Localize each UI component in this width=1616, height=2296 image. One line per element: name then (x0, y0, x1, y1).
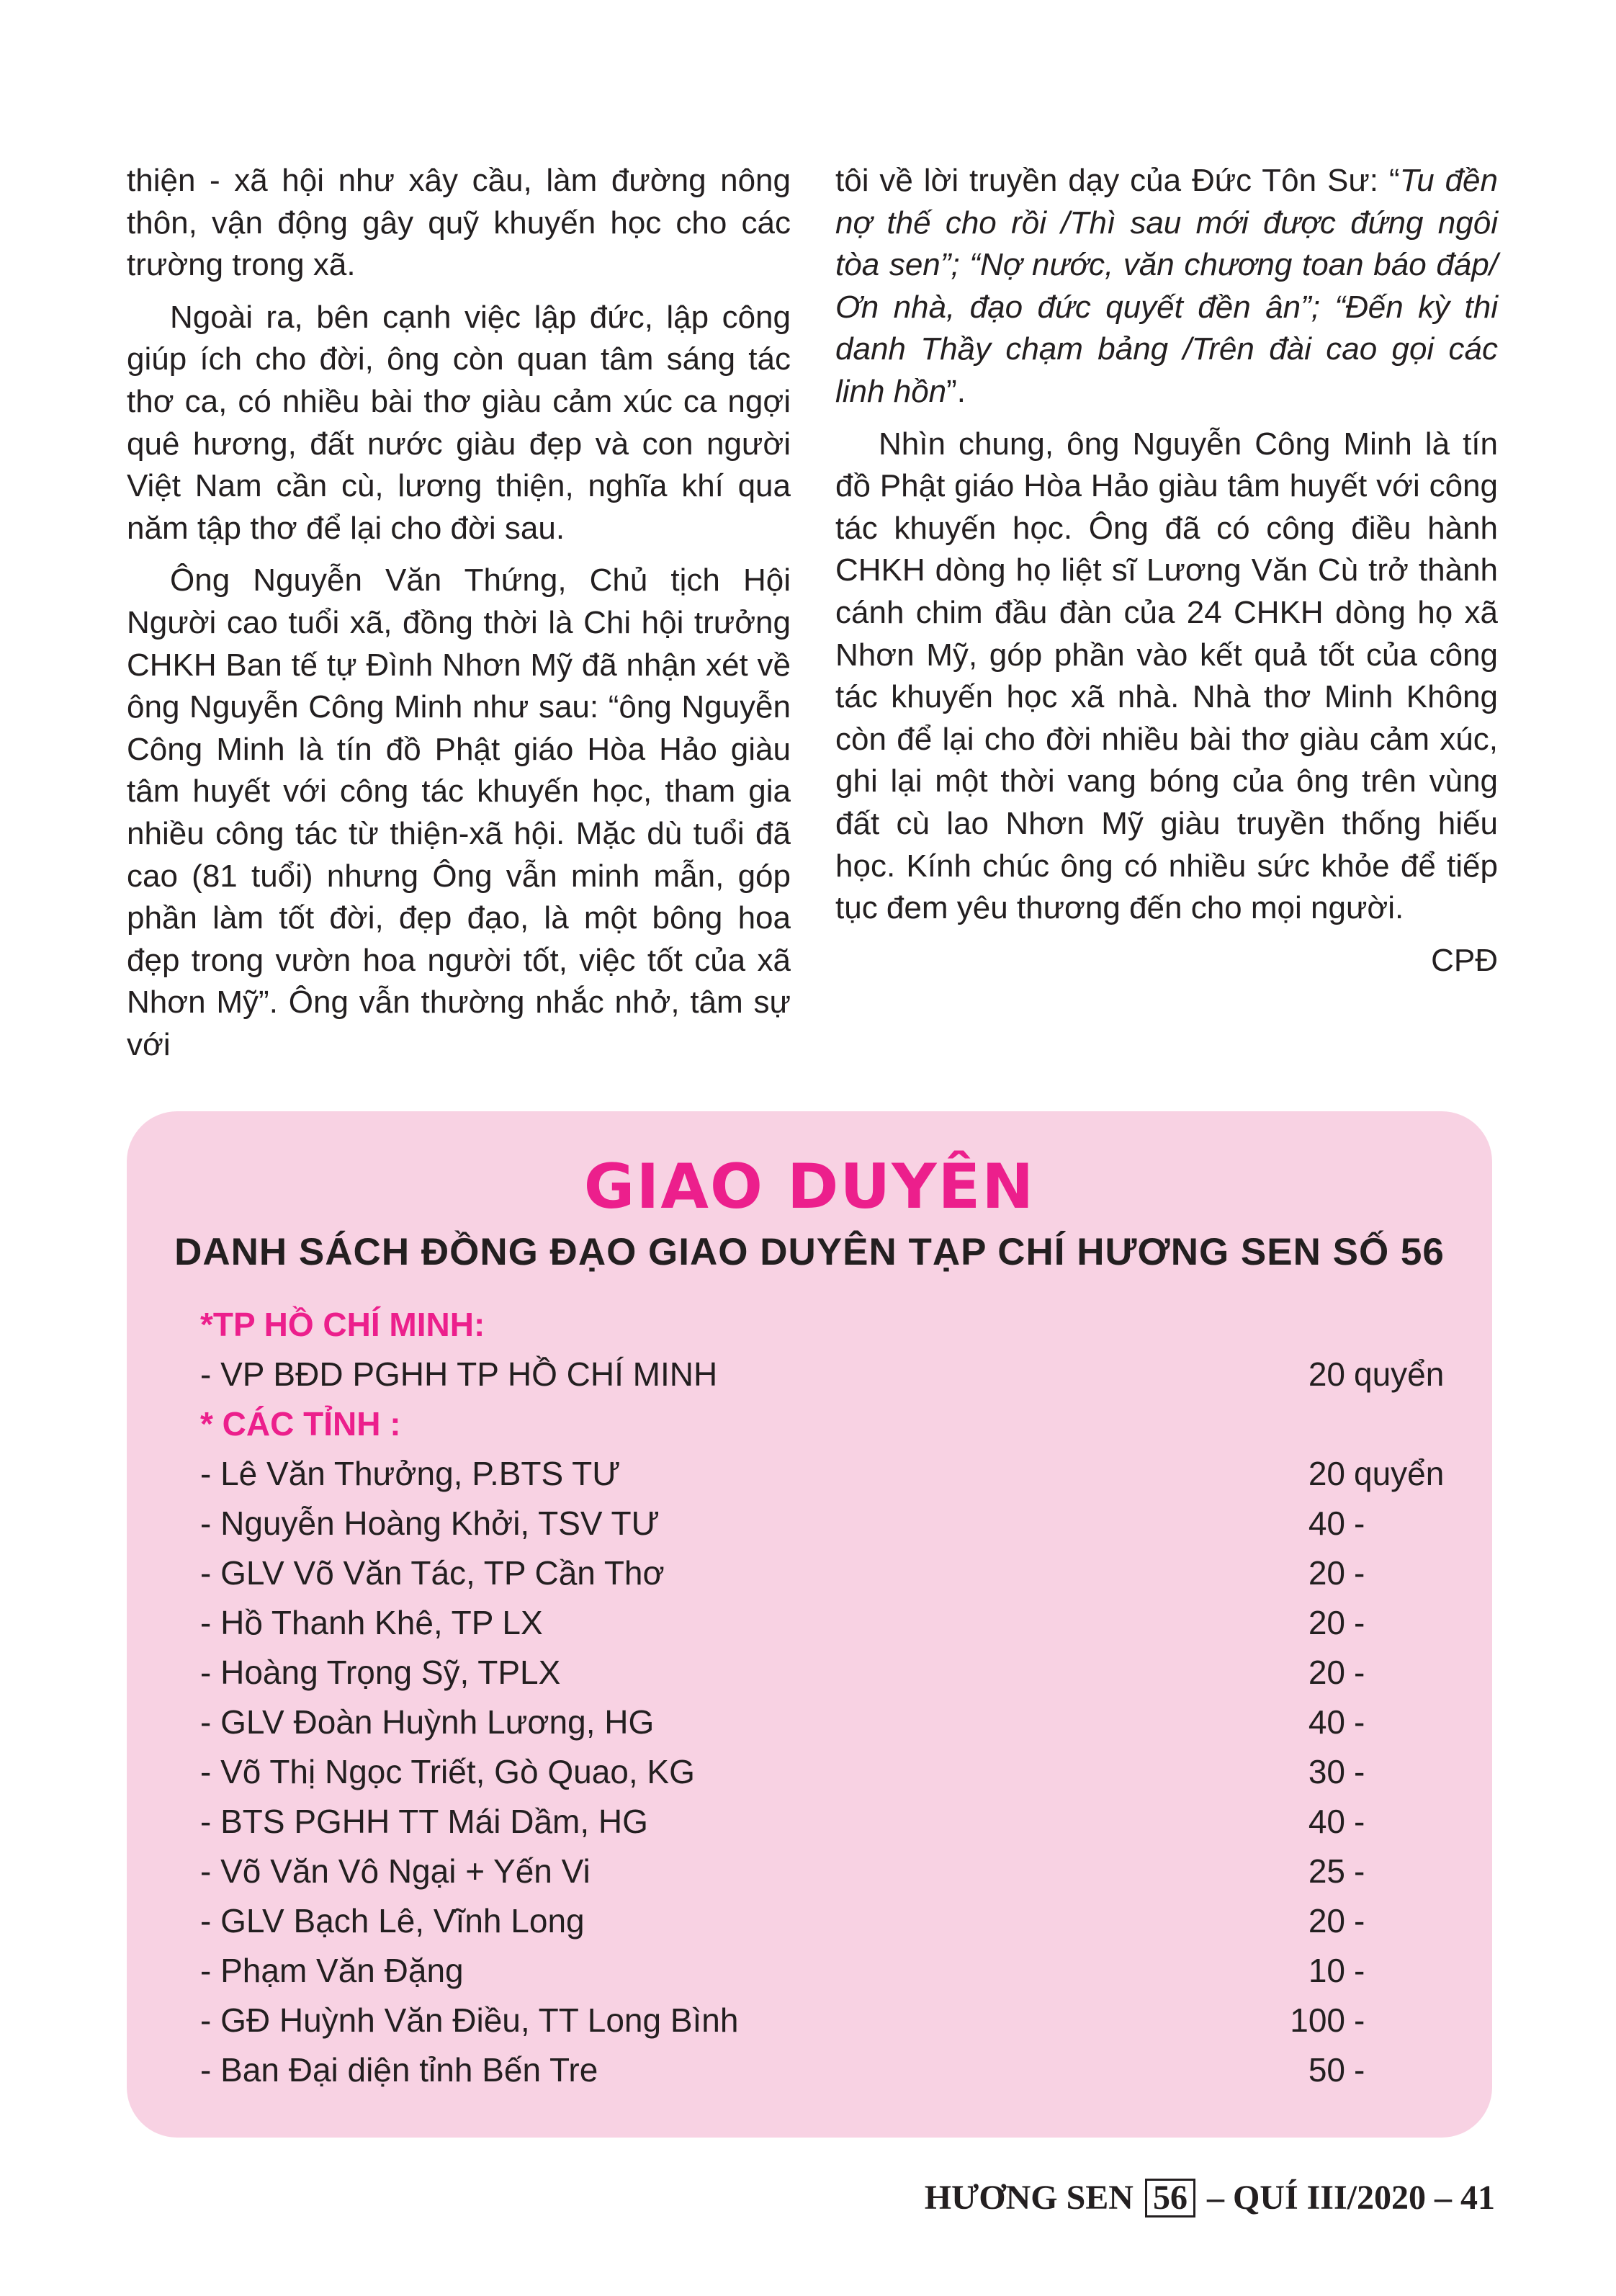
donor-qty: 40 (1308, 1803, 1345, 1840)
donor-unit: - (1354, 1504, 1365, 1542)
list-item (200, 1499, 1424, 1548)
donor-name: - Ban Đại diện tỉnh Bến Tre (200, 2051, 598, 2089)
donor-name: - VP BĐD PGHH TP HỒ CHÍ MINH (200, 1355, 718, 1393)
article-quote-paragraph (835, 160, 1498, 413)
donor-unit: - (1354, 1902, 1365, 1940)
article-paragraph: Ngoài ra, bên cạnh việc lập đức, lập công giúp ích cho đời, ông còn quan tâm sáng tác thơ ca, có nhiều bài thơ giàu cảm xúc ca ngợi quê hương, đất nước giàu đẹp và con người Việt Nam cần cù, lương thiện, nghĩa khí qua năm tập thơ để lại cho đời sau. (127, 299, 791, 546)
donor-qty: 10 (1308, 1952, 1345, 1989)
article-paragraph: Ông Nguyễn Văn Thứng, Chủ tịch Hội Người cao tuổi xã, đồng thời là Chi hội trưởng CHKH Ban tế tự Đình Nhơn Mỹ đã nhận xét về ông Nguyễn Công Minh như sau: “ông Nguyễn Công Minh là tín đồ Phật giáo Hòa Hảo giàu tâm huyết với công tác khuyến học, tham gia nhiều công tác từ thiện-xã hội. Mặc dù tuổi đã cao (81 tuổi) nhưng Ông vẫn minh mẫn, góp phần làm tốt đời, đẹp đạo, là một bông hoa đẹp trong vườn hoa người tốt, việc tốt của xã Nhơn Mỹ”. Ông vẫn thường nhắc nhở, tâm sự với (127, 562, 791, 1062)
article-right-column (835, 160, 1498, 992)
donor-unit: - (1354, 1803, 1365, 1840)
donor-qty: 30 (1308, 1753, 1345, 1790)
list-item (200, 1747, 1424, 1797)
quote-intro: tôi về lời truyền dạy của Đức Tôn Sư: “ (835, 163, 1400, 198)
donor-name: - GLV Đoàn Huỳnh Lương, HG (200, 1703, 655, 1741)
giao-duyen-subtitle: DANH SÁCH ĐỒNG ĐẠO GIAO DUYÊN TẠP CHÍ HƯƠNG SEN SỐ 56 (174, 1231, 1445, 1273)
list-item (200, 1847, 1424, 1896)
list-item (200, 1896, 1424, 1946)
list-item (200, 1350, 1445, 1399)
donor-qty: 20 (1308, 1554, 1345, 1592)
donor-name: - Võ Thị Ngọc Triết, Gò Quao, KG (200, 1753, 695, 1790)
quote-end: ”. (946, 373, 966, 409)
donor-qty: 40 (1308, 1504, 1345, 1542)
article-paragraph: Nhìn chung, ông Nguyễn Công Minh là tín đồ Phật giáo Hòa Hảo giàu tâm huyết với công tác khuyến học. Ông đã có công điều hành CHKH dòng họ liệt sĩ Lương Văn Cù trở thành cánh chim đầu đàn của 24 CHKH dòng họ xã Nhơn Mỹ, góp phần vào kết quả tốt của công tác khuyến học xã nhà. Nhà thơ Minh Không còn để lại cho đời nhiều bài thơ giàu cảm xúc, ghi lại một thời vang bóng của ông trên vùng đất cù lao Nhơn Mỹ giàu truyền thống hiếu học. Kính chúc ông có nhiều sức khỏe để tiếp tục đem yêu thương đến cho mọi người. (835, 426, 1498, 926)
donor-unit: - (1354, 1852, 1365, 1890)
magazine-name: HƯƠNG SEN (924, 2179, 1134, 2217)
issue-number-box: 56 (1145, 2179, 1195, 2217)
donor-name: - GĐ Huỳnh Văn Điều, TT Long Bình (200, 2001, 739, 2039)
list-item (200, 2045, 1424, 2095)
donor-unit: - (1354, 2051, 1365, 2089)
article-signature: CPĐ (1431, 942, 1498, 978)
donor-unit: - (1354, 1952, 1365, 1989)
donor-name: - GLV Võ Văn Tác, TP Cần Thơ (200, 1554, 665, 1592)
donor-qty: 20 (1308, 1604, 1345, 1641)
donor-unit: quyển (1354, 1455, 1445, 1492)
page-footer (925, 2178, 1495, 2217)
section-heading-provinces: * CÁC TỈNH : (200, 1405, 401, 1443)
issue-period: – QUÍ III/2020 – (1206, 2179, 1452, 2217)
donor-qty: 20 (1308, 1355, 1345, 1393)
page-number: 41 (1460, 2179, 1495, 2217)
donor-unit: - (1354, 2001, 1365, 2039)
donor-name: - Lê Văn Thưởng, P.BTS TƯ (200, 1455, 621, 1492)
donor-qty: 40 (1308, 1703, 1345, 1741)
donor-unit: - (1354, 1604, 1365, 1641)
donor-name: - Võ Văn Vô Ngại + Yến Vi (200, 1852, 591, 1890)
donor-list (200, 1300, 1445, 2095)
list-item (200, 1648, 1424, 1698)
donor-name: - BTS PGHH TT Mái Dầm, HG (200, 1803, 648, 1840)
list-item (200, 1996, 1424, 2045)
donor-qty: 25 (1308, 1852, 1345, 1890)
donor-unit: - (1354, 1703, 1365, 1741)
list-item (200, 1797, 1424, 1847)
article-left-column (127, 160, 791, 1076)
list-item (200, 1548, 1424, 1598)
list-item (200, 1598, 1424, 1648)
donor-unit: - (1354, 1654, 1365, 1691)
donor-unit: - (1354, 1753, 1365, 1790)
list-item (200, 1946, 1424, 1996)
donor-unit: - (1354, 1554, 1365, 1592)
donor-name: - Hồ Thanh Khê, TP LX (200, 1604, 543, 1641)
giao-duyen-title: GIAO DUYÊN (583, 1151, 1036, 1223)
donor-name: - Phạm Văn Đặng (200, 1952, 464, 1989)
giao-duyen-box (127, 1111, 1492, 2138)
list-item (200, 1698, 1424, 1747)
donor-qty: 50 (1308, 2051, 1345, 2089)
donor-qty: 20 (1308, 1455, 1345, 1492)
section-heading-hcm: *TP HỒ CHÍ MINH: (200, 1306, 485, 1343)
donor-qty: 20 (1308, 1902, 1345, 1940)
donor-name: - Hoàng Trọng Sỹ, TPLX (200, 1654, 561, 1691)
donor-qty: 20 (1308, 1654, 1345, 1691)
article-paragraph: thiện - xã hội như xây cầu, làm đường nông thôn, vận động gây quỹ khuyến học cho các trường trong xã. (127, 163, 791, 283)
donor-name: - Nguyễn Hoàng Khởi, TSV TƯ (200, 1504, 660, 1542)
list-item (200, 1449, 1445, 1499)
donor-unit: quyển (1354, 1355, 1445, 1393)
quote-text: Tu đền nợ thế cho rồi /Thì sau mới được đứng ngôi tòa sen”; “Nợ nước, văn chương toan báo đáp/ Ơn nhà, đạo đức quyết đền ân”; “Đến kỳ thi danh Thầy chạm bảng /Trên đài cao gọi các linh hồn (835, 163, 1498, 409)
donor-name: - GLV Bạch Lê, Vĩnh Long (200, 1902, 585, 1940)
donor-qty: 100 (1290, 2001, 1345, 2039)
